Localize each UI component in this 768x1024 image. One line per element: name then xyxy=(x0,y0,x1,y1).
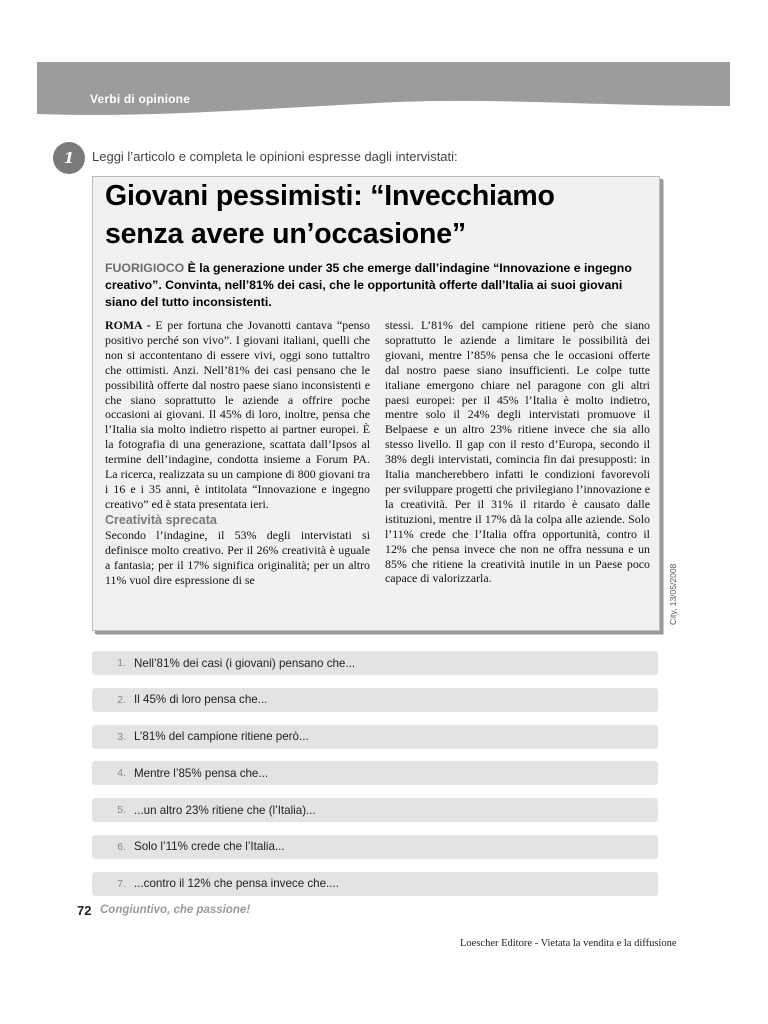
answer-row-4[interactable] xyxy=(92,761,658,785)
answer-number: 5. xyxy=(117,804,126,817)
paragraph-1-text: E per fortuna che Jovanotti cantava “penso positivo perché son vivo”. I giovani italiani, quelli che non si accontentano di essere vivi, oggi sono tuttaltro che ottimisti. Anzi. Nell’81% dei casi pensano che le possibilità offerte dal nostro paese siano inconsistenti e che siano soprattutto le aziende a offrire poche occasioni ai giovani. Il 45% di loro, inoltre, pensa che l’Italia sia molto indietro rispetto ai partner europei. È la fotografia di una generazione, scattata dall’Ipsos al termine dell’indagine, condotta insieme a Forum PA. La ricerca, realizzata su un campione di 800 giovani tra i 16 e i 35 anni, è intitolata “Innovazione e ingegno creativo” ed è stata presentata ieri. xyxy=(105,318,370,511)
article-headline xyxy=(105,177,650,253)
answer-number: 4. xyxy=(117,767,126,780)
article-source: City, 13/05/2008 xyxy=(668,563,678,625)
answer-prompt: Nell’81% dei casi (i giovani) pensano che... xyxy=(134,656,356,670)
answer-row-1[interactable] xyxy=(92,651,658,675)
answer-number: 2. xyxy=(117,693,126,706)
section-banner xyxy=(37,62,730,122)
paragraph-1 xyxy=(105,318,370,512)
answer-row-6[interactable] xyxy=(92,835,658,859)
lead-text: È la generazione under 35 che emerge dall’indagine “Innovazione e ingegno creativo”. Convinta, nell’81% dei casi, che le opportunità offerte dall’Italia ai suoi giovani siano del tutto inconsistenti. xyxy=(105,261,632,309)
answer-row-7[interactable] xyxy=(92,872,658,896)
headline-line-2: senza avere un’occasione” xyxy=(105,218,466,250)
section-label: FUORIGIOCO xyxy=(105,261,185,275)
answer-prompt: L’81% del campione ritiene però... xyxy=(134,730,309,744)
section-title: Verbi di opinione xyxy=(90,92,191,106)
article-column-right xyxy=(385,318,650,586)
article-lead xyxy=(105,260,650,311)
answer-row-2[interactable] xyxy=(92,688,658,712)
publisher-notice: Loescher Editore - Vietata la vendita e la diffusione xyxy=(460,938,677,949)
answer-list xyxy=(92,651,658,909)
page-number: 72 xyxy=(77,903,92,918)
newspaper-article xyxy=(92,176,660,631)
article-subheading: Creatività sprecata xyxy=(105,512,217,527)
dateline: ROMA - xyxy=(105,318,151,332)
book-title: Congiuntivo, che passione! xyxy=(100,904,251,916)
answer-prompt: ...contro il 12% che pensa invece che.... xyxy=(134,877,339,891)
answer-row-3[interactable] xyxy=(92,725,658,749)
paragraph-2: Secondo l’indagine, il 53% degli intervistati si definisce molto creativo. Per il 26% creatività è uguale a fantasia; per il 17% significa originalità; per un altro 11% vuol dire espressione di se xyxy=(105,527,370,587)
answer-row-5[interactable] xyxy=(92,798,658,822)
answer-prompt: ...un altro 23% ritiene che (l’Italia)... xyxy=(134,803,316,817)
answer-prompt: Mentre l’85% pensa che... xyxy=(134,766,269,780)
answer-number: 6. xyxy=(117,840,126,853)
article-column-left xyxy=(105,318,370,587)
answer-number: 1. xyxy=(117,657,126,669)
paragraph-3: stessi. L’81% del campione ritiene però che siano soprattutto le aziende a limitare le possibilità dei giovani, mentre l’85% pensa che le occasioni offerte dal nostro paese siano insufficienti. Le colpe tutte italiane emergono chiare nel paragone con gli altri paesi europei: per il 45% l’Italia è molto indietro, mentre solo il 24% degli intervistati promuove il Belpaese e un altro 23% ritiene invece che sia allo stesso livello. Il gap con il resto d’Europa, secondo il 38% degli intervistati, comincia fin dai presupposti: in Italia mancherebbero infatti le condizioni favorevoli per sviluppare progetti che privilegiano l’innovazione e la creatività. Per il 31% il ritardo è causato dalle istituzioni, mentre il 17% dà la colpa alle aziende. Solo l’11% crede che l’Italia offra opportunità, contro il 12% che pensa invece che non ne offra nessuna e un 85% che ritiene la creatività inutile in un Paese poco capace di valorizzarla. xyxy=(385,318,650,586)
exercise-instruction: Leggi l’articolo e completa le opinioni espresse dagli intervistati: xyxy=(92,149,458,164)
answer-prompt: Solo l’11% crede che l’Italia... xyxy=(134,840,285,854)
answer-number: 7. xyxy=(117,877,126,890)
answer-number: 3. xyxy=(117,730,126,743)
exercise-number: 1 xyxy=(53,142,85,174)
headline-line-1: Giovani pessimisti: “Invecchiamo xyxy=(105,180,555,212)
answer-prompt: Il 45% di loro pensa che... xyxy=(134,693,268,707)
